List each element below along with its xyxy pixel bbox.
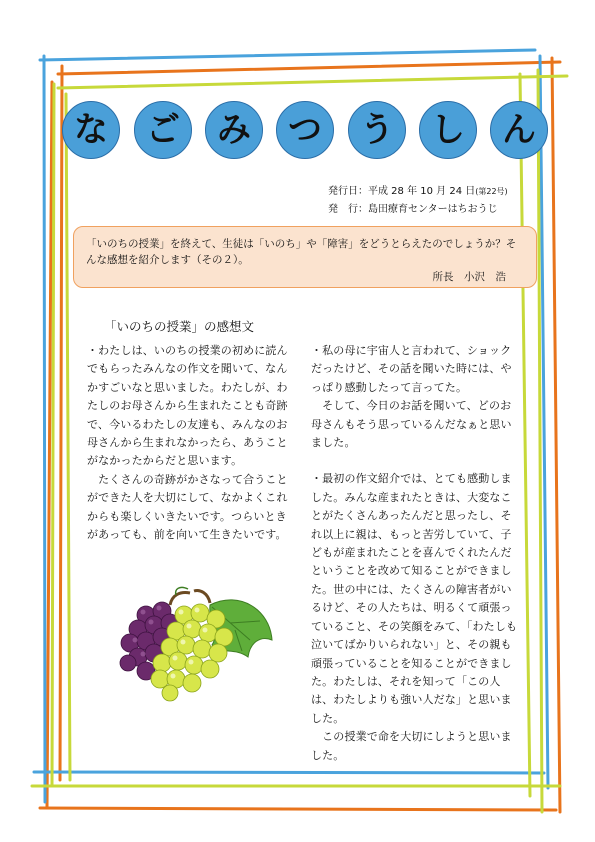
intro-box	[73, 226, 537, 288]
title-char-6: し	[419, 101, 477, 159]
essay-2-paragraph-2: そして、今日のお話を聞いて、どのお母さんもそう思っているんだなぁと思いました。	[311, 399, 512, 450]
issue-date-text: 発行日：平成 28 年 10 月 24 日	[328, 186, 476, 197]
left-column	[87, 342, 297, 544]
grapes-illustration	[100, 585, 280, 705]
essay-3-paragraph-1: ・最初の作文紹介では、とても感動しました。みんな産まれたときは、大変なことがたくさんあったんだと思ったし、それ以上に親は、もっと苦労していて、子どもが産まれたことを喜んでくれたんだということを改めて知ることができました。世の中には、たくさんの障害者がいるけど、その人たちは、明るくて頑張っていること、その笑顔をみて、「わたしも泣いてばかりいられない」と、その親も頑張っていることを知ることができました。わたしは、それを知って「この人は、わたしよりも強い人だな」と思いました。	[311, 472, 518, 725]
essay-2-paragraph-1: ・私の母に宇宙人と言われて、ショックだったけど、その話を聞いた時には、やっぱり感動したって言ってた。	[311, 344, 512, 394]
title-char-5: う	[348, 101, 406, 159]
section-heading: 「いのちの授業」の感想文	[104, 319, 255, 334]
director-signature: 所長 小沢 浩	[432, 271, 506, 283]
essay-1-paragraph-2: たくさんの奇跡がかさなって合うことができた人を大切にして、なかよくこれからも楽しくいきたいです。つらいときがあっても、前を向いて生きたいです。	[87, 472, 288, 542]
publisher: 発 行：島田療育センターはちおうじ	[328, 204, 498, 215]
title-char-1: な	[62, 101, 120, 159]
right-column	[311, 342, 521, 765]
issue-date	[328, 185, 508, 199]
title-char-3: み	[205, 101, 263, 159]
title-char-2: ご	[134, 101, 192, 159]
intro-text: 「いのちの授業」を終えて、生徒は「いのち」や「障害」をどうとらえたのでしょうか？そんな感想を紹介します（その２）。	[86, 238, 517, 266]
newsletter-title	[62, 101, 552, 161]
title-char-4: つ	[276, 101, 334, 159]
essay-1-paragraph-1: ・わたしは、いのちの授業の初めに読んでもらったみんなの作文を聞いて、なんかすごいなと思いました。わたしが、わたしのお母さんから生まれたことも奇跡で、今いるわたしの友達も、みんなのお母さんから生まれなかったら、あうことがなかったからだと思います。	[87, 344, 288, 468]
title-char-7: ん	[490, 101, 548, 159]
paragraph-gap	[311, 452, 521, 470]
essay-3-paragraph-2: この授業で命を大切にしようと思いました。	[311, 730, 512, 762]
issue-number: (第22号)	[475, 187, 508, 196]
